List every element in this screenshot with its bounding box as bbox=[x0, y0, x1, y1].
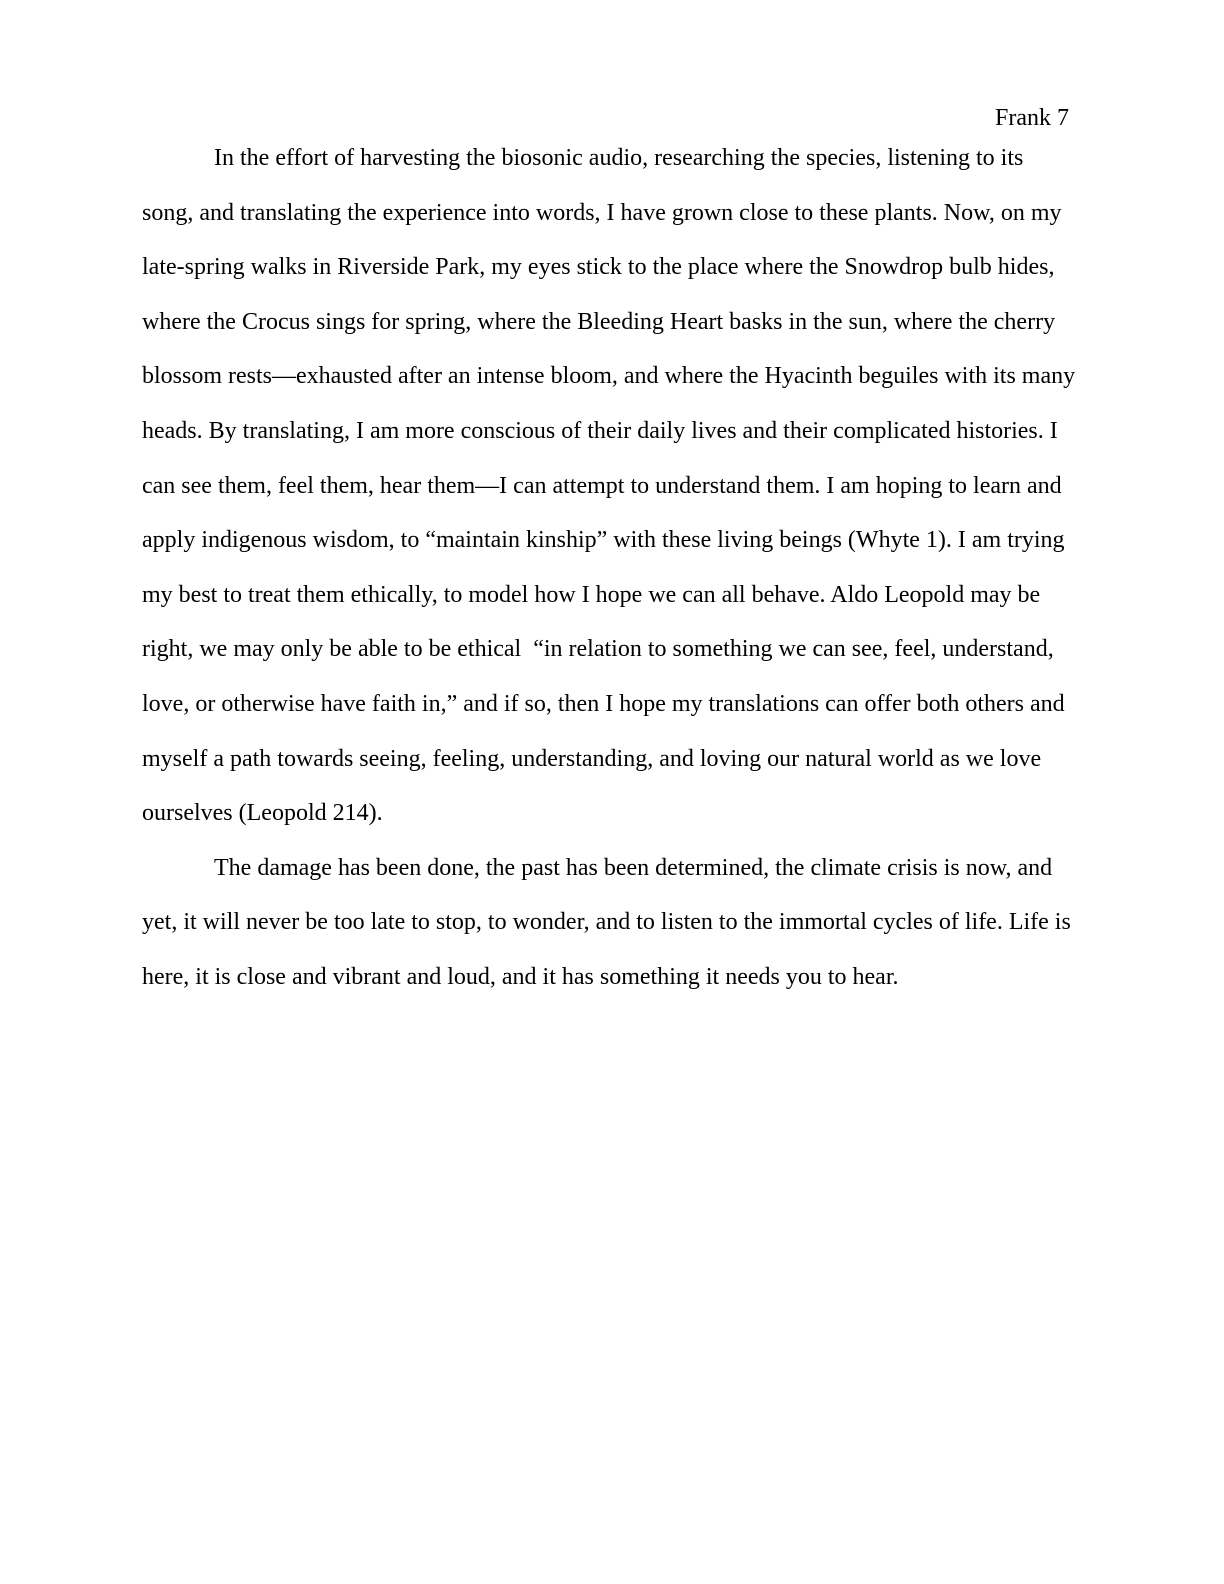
text-line: heads. By translating, I am more conscious of their daily lives and their complicated histories. I bbox=[142, 417, 1058, 444]
text-line: blossom rests—exhausted after an intense bloom, and where the Hyacinth beguiles with its many bbox=[142, 363, 1076, 390]
text-line: song, and translating the experience into words, I have grown close to these plants. Now, on my bbox=[142, 199, 1062, 226]
text-line: where the Crocus sings for spring, where the Bleeding Heart basks in the sun, where the cherry bbox=[142, 308, 1056, 335]
body-text bbox=[142, 138, 1082, 1012]
paragraph-2 bbox=[142, 848, 1082, 1012]
text-line: yet, it will never be too late to stop, to wonder, and to listen to the immortal cycles of life. Life is bbox=[142, 909, 1071, 936]
text-line: love, or otherwise have faith in,” and if so, then I hope my translations can offer both others and bbox=[142, 690, 1065, 717]
text-line: ourselves (Leopold 214). bbox=[142, 800, 383, 827]
text-line: my best to treat them ethically, to model how I hope we can all behave. Aldo Leopold may be bbox=[142, 581, 1041, 608]
text-line: The damage has been done, the past has been determined, the climate crisis is now, and bbox=[214, 854, 1053, 881]
running-header: Frank 7 bbox=[995, 105, 1069, 131]
text-line: right, we may only be able to be ethical “in relation to something we can see, feel, understand, bbox=[142, 636, 1054, 663]
text-line: can see them, feel them, hear them—I can attempt to understand them. I am hoping to learn and bbox=[142, 472, 1062, 499]
paragraph-1 bbox=[142, 138, 1082, 848]
text-line: apply indigenous wisdom, to “maintain kinship” with these living beings (Whyte 1). I am trying bbox=[142, 527, 1065, 554]
text-line: late-spring walks in Riverside Park, my eyes stick to the place where the Snowdrop bulb hides, bbox=[142, 254, 1055, 281]
text-line: here, it is close and vibrant and loud, and it has something it needs you to hear. bbox=[142, 963, 899, 990]
text-line: myself a path towards seeing, feeling, understanding, and loving our natural world as we love bbox=[142, 745, 1042, 772]
text-line: In the effort of harvesting the biosonic audio, researching the species, listening to its bbox=[214, 145, 1024, 171]
